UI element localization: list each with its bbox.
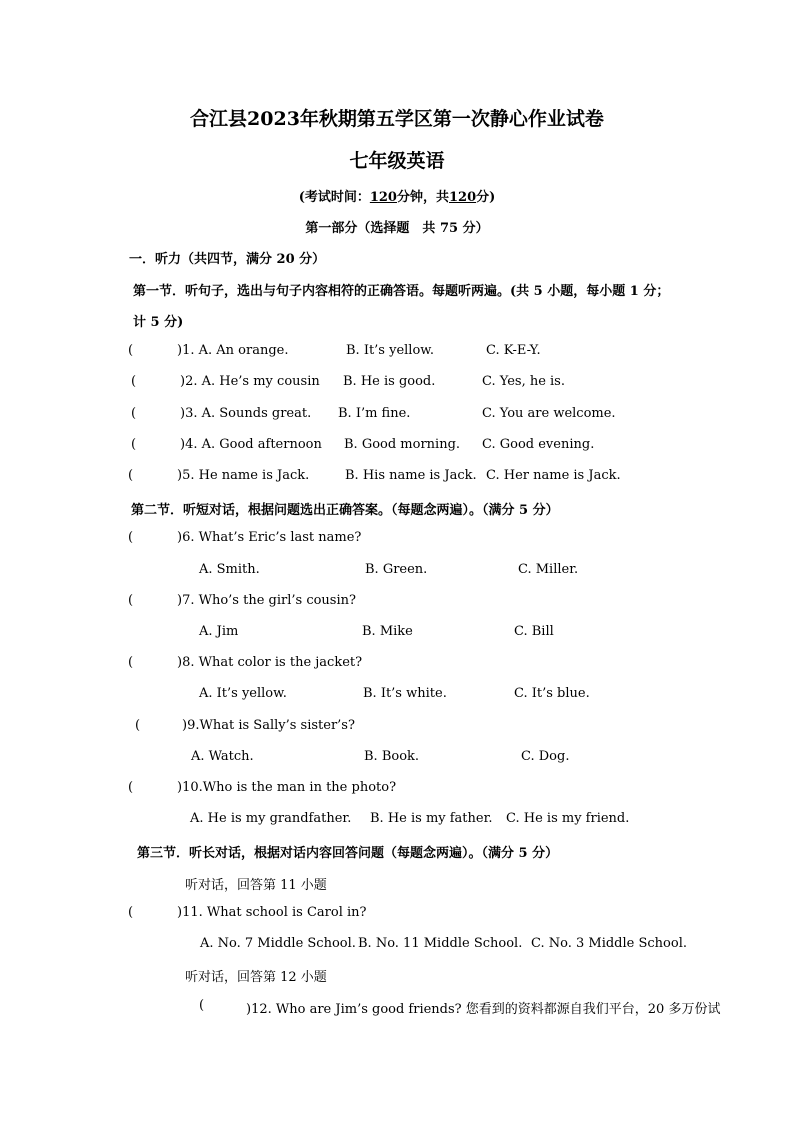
question-stem: 6. What’s Eric’s last name? [182, 530, 362, 545]
answer-bracket-open[interactable]: ( [131, 437, 137, 452]
answer-bracket-open[interactable]: ( [128, 468, 134, 483]
option-a: A. It’s yellow. [199, 686, 287, 701]
option-a: A. Jim [199, 624, 239, 639]
answer-bracket-close: ) [177, 593, 183, 608]
question-stem: 11. What school is Carol in? [182, 905, 367, 920]
option-a: A. No. 7 Middle School. [200, 936, 356, 951]
part2-heading: 第二节．听短对话，根据问题选出正确答案。（每题念两遍）。（满分 5 分） [131, 503, 559, 518]
listen-instruction-12: 听对话，回答第 12 小题 [185, 970, 327, 985]
time-middle: 分钟，共 [396, 190, 449, 205]
option-c: C. He is my friend. [506, 811, 630, 826]
answer-bracket-close: ) [180, 374, 186, 389]
answer-bracket-close: ) [246, 1002, 252, 1017]
answer-bracket-open[interactable]: ( [131, 406, 137, 421]
answer-bracket-close: ) [177, 905, 183, 920]
answer-bracket-close: ) [177, 655, 183, 670]
option-a: A. He is my grandfather. [190, 811, 352, 826]
question-text [177, 593, 356, 608]
time-prefix: (考试时间： [298, 190, 370, 205]
question-stem: 9.What is Sally’s sister’s? [187, 718, 355, 733]
question-stem: 12. Who are Jim’s good friends? 您看到的资料都源自我们平台，20 多万份试 [251, 1002, 721, 1017]
option-b: B. Green. [365, 562, 428, 577]
answer-bracket-close: ) [177, 780, 183, 795]
total-score: 120 [449, 190, 477, 205]
answer-bracket-close: ) [177, 468, 183, 483]
option-c: C. Miller. [518, 562, 579, 577]
question-text [246, 998, 720, 1017]
option-c: C. Good evening. [482, 437, 595, 452]
option-c: C. Bill [514, 624, 554, 639]
question-text [177, 905, 366, 920]
option-a: 3. A. Sounds great. [185, 406, 312, 421]
option-a: 4. A. Good afternoon [185, 437, 322, 452]
option-a: A. Watch. [191, 749, 254, 764]
option-c: C. No. 3 Middle School. [531, 936, 687, 951]
option-b: B. I’m fine. [338, 406, 411, 421]
option-a: 5. He name is Jack. [182, 468, 310, 483]
answer-bracket-open[interactable]: ( [199, 998, 205, 1013]
option-c: C. Dog. [521, 749, 570, 764]
answer-bracket-open[interactable]: ( [128, 530, 134, 545]
exam-time [0, 186, 794, 205]
answer-bracket-open[interactable]: ( [128, 655, 134, 670]
question-stem: 7. Who’s the girl’s cousin? [182, 593, 356, 608]
answer-bracket-close: ) [180, 406, 186, 421]
answer-bracket-open[interactable]: ( [131, 374, 137, 389]
answer-bracket-close: ) [182, 718, 188, 733]
time-minutes: 120 [369, 190, 397, 205]
option-c: C. Yes, he is. [482, 374, 565, 389]
option-b: B. Mike [362, 624, 413, 639]
question-text [177, 655, 362, 670]
option-c: C. It’s blue. [514, 686, 590, 701]
option-c: C. Her name is Jack. [486, 468, 621, 483]
option-b: B. It’s yellow. [346, 343, 435, 358]
question-text [177, 780, 396, 795]
part1-instructions-cont: 计 5 分) [133, 315, 184, 330]
listen-instruction-11: 听对话，回答第 11 小题 [185, 878, 327, 893]
option-b: B. Good morning. [344, 437, 461, 452]
answer-bracket-open[interactable]: ( [128, 593, 134, 608]
answer-bracket-open[interactable]: ( [128, 780, 134, 795]
option-b: B. Book. [364, 749, 420, 764]
part-heading: 第一部分（选择题 共 75 分） [305, 221, 489, 236]
option-b: B. His name is Jack. [345, 468, 477, 483]
option-c: C. K-E-Y. [486, 343, 541, 358]
page-subtitle: 七年级英语 [349, 150, 445, 172]
question-text [180, 406, 311, 421]
option-c: C. You are welcome. [482, 406, 616, 421]
question-text [182, 718, 355, 733]
question-stem: 8. What color is the jacket? [182, 655, 363, 670]
option-b: B. He is good. [343, 374, 436, 389]
answer-bracket-open[interactable]: ( [135, 718, 141, 733]
option-a: 1. A. An orange. [182, 343, 289, 358]
option-b: B. He is my father. [370, 811, 493, 826]
option-b: B. No. 11 Middle School. [358, 936, 523, 951]
answer-bracket-open[interactable]: ( [128, 905, 134, 920]
page-title: 合江县2023年秋期第五学区第一次静心作业试卷 [190, 108, 604, 130]
question-text [177, 343, 288, 358]
answer-bracket-close: ) [177, 343, 183, 358]
answer-bracket-close: ) [180, 437, 186, 452]
option-a: A. Smith. [199, 562, 260, 577]
answer-bracket-open[interactable]: ( [128, 343, 134, 358]
question-text [177, 468, 309, 483]
question-text [180, 437, 322, 452]
part1-instructions: 第一节．听句子，选出与句子内容相符的正确答语。每题听两遍。(共 5 小题，每小题 1 分； [133, 284, 670, 299]
section-heading: 一．听力（共四节，满分 20 分） [129, 252, 326, 267]
option-b: B. It’s white. [363, 686, 447, 701]
question-text [180, 374, 320, 389]
part3-heading: 第三节．听长对话，根据对话内容回答问题（每题念两遍）。（满分 5 分） [137, 846, 559, 861]
question-text [177, 530, 361, 545]
time-suffix: 分) [476, 190, 496, 205]
option-a: 2. A. He’s my cousin [185, 374, 320, 389]
answer-bracket-close: ) [177, 530, 183, 545]
question-stem: 10.Who is the man in the photo? [182, 780, 397, 795]
